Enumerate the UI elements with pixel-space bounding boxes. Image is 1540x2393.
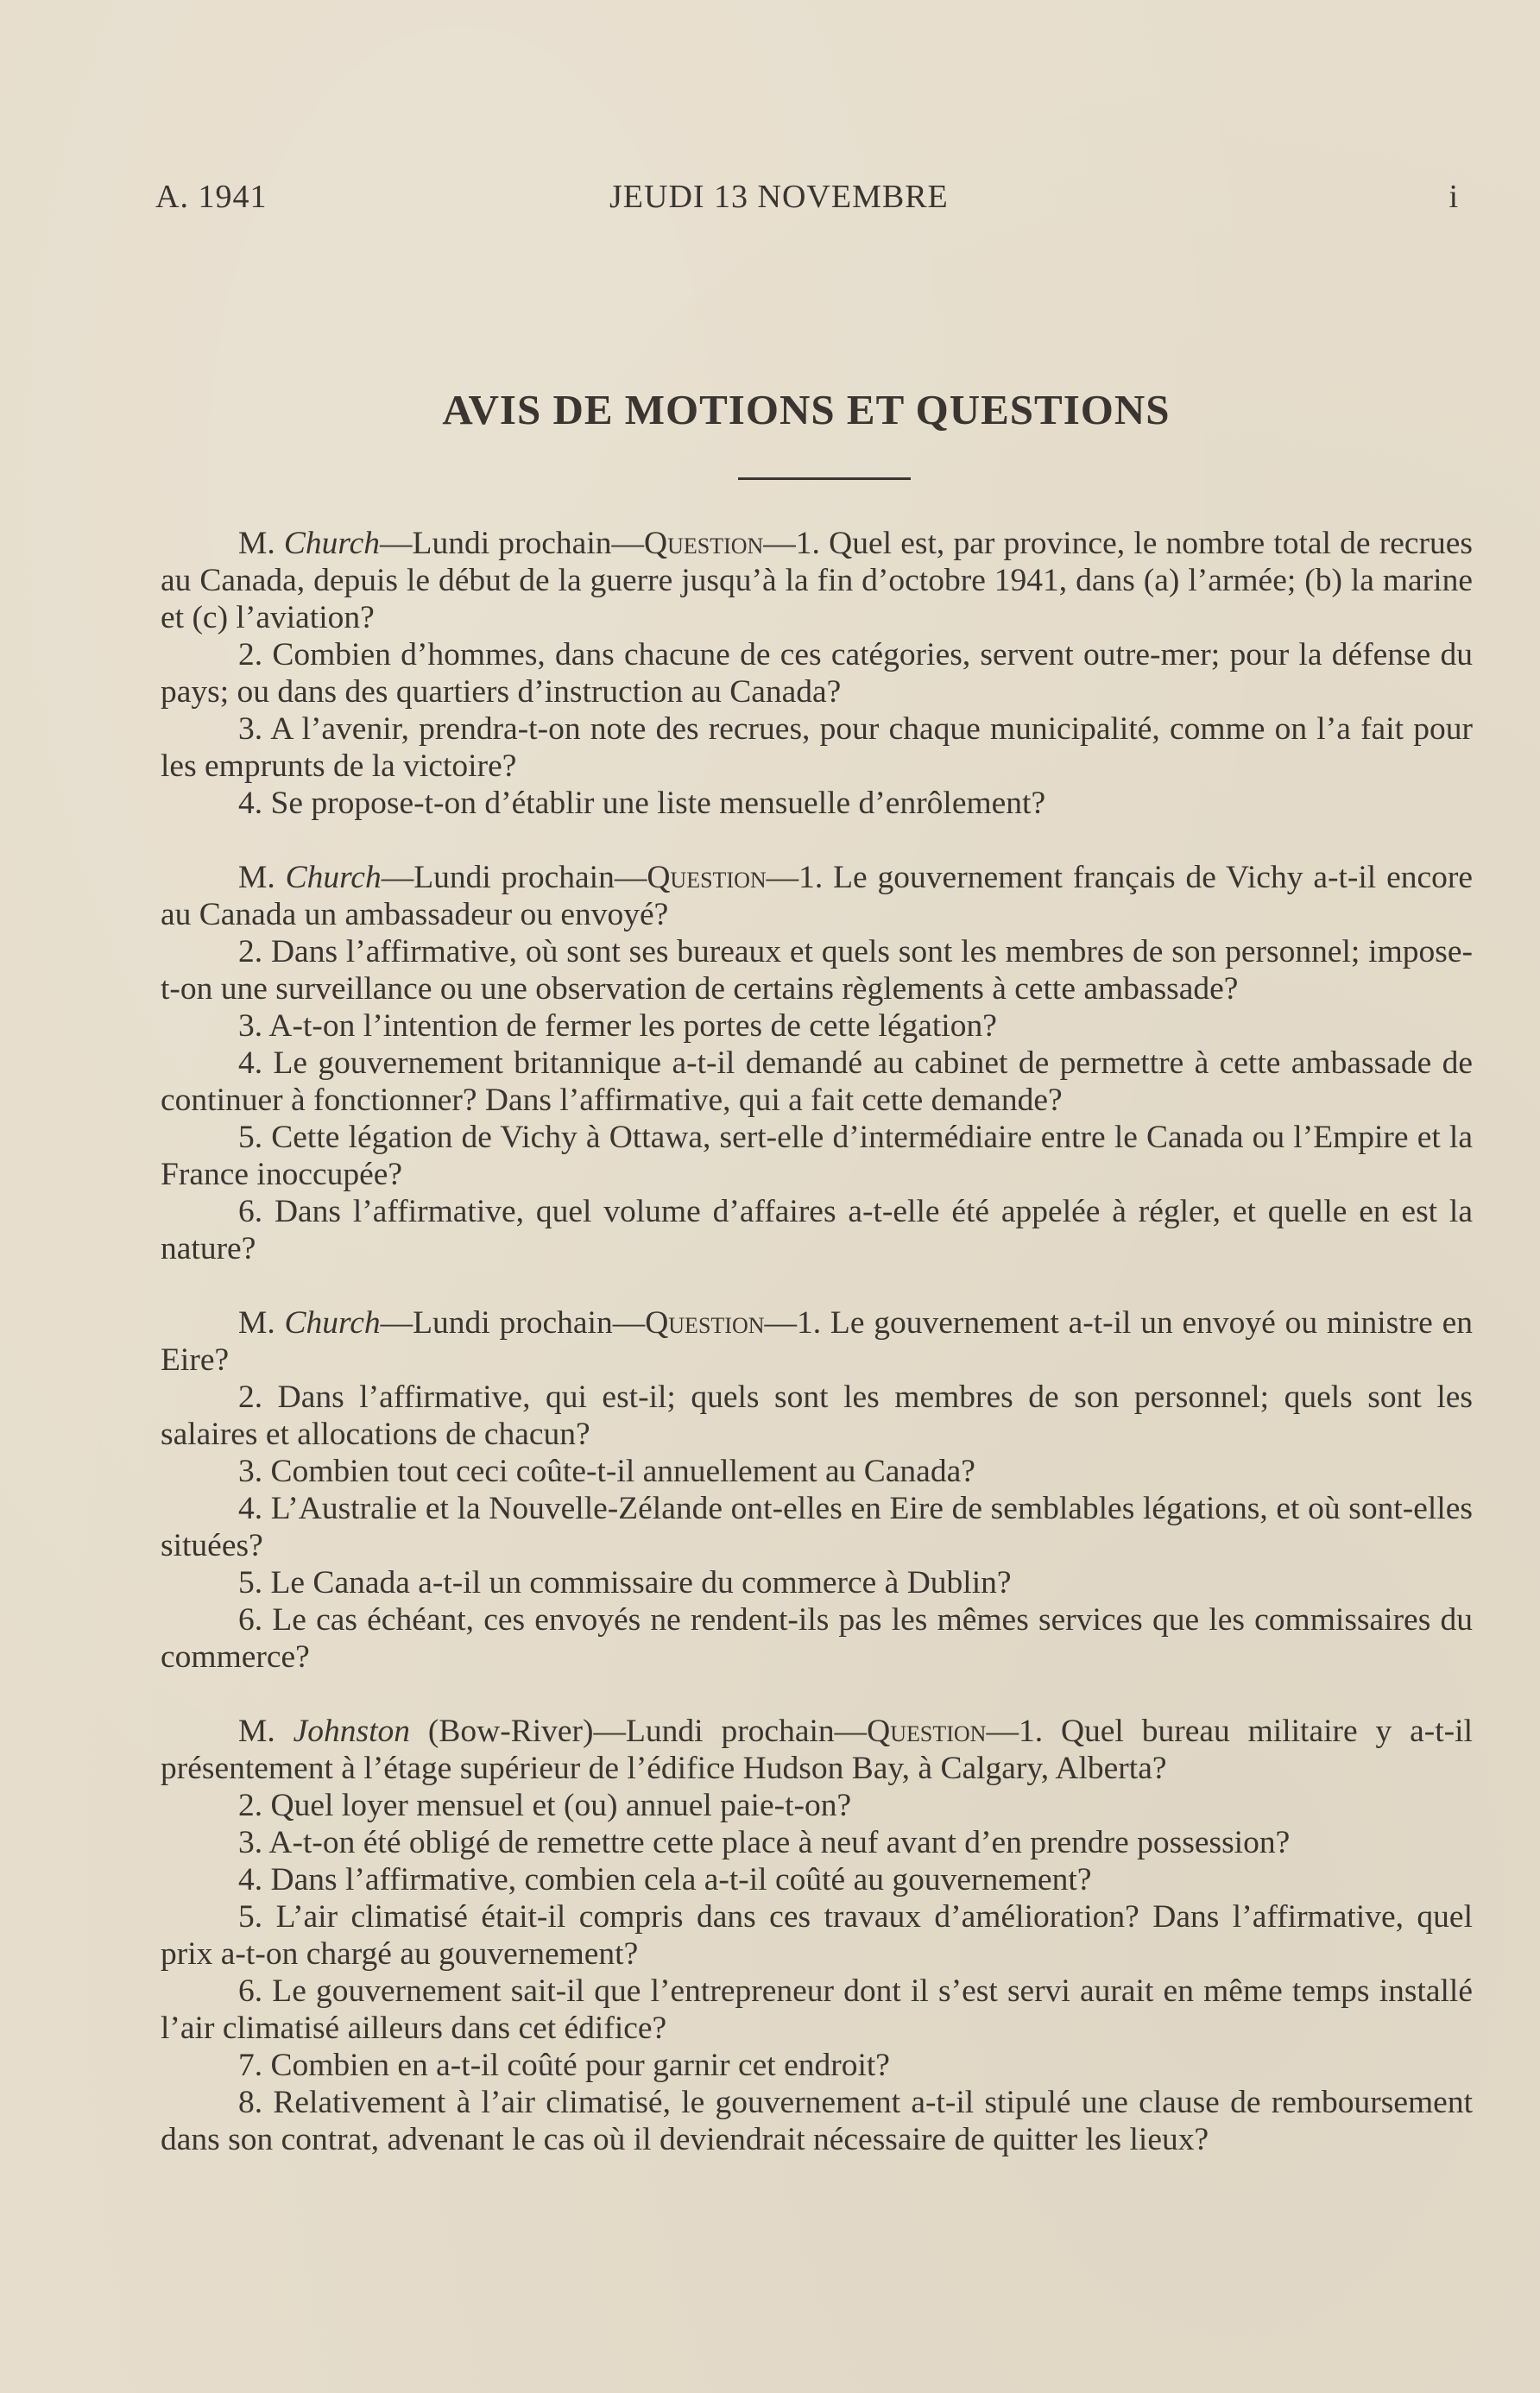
member-name: Johnston [293,1714,411,1749]
question-item: 8. Relativement à l’air climatisé, le gouvernement a-t-il stipulé une clause de remboursement dans son contrat, advenant le cas où il deviendrait nécessaire de quitter les lieux? [161,2085,1473,2157]
question-item: 2. Dans l’affirmative, qui est-il; quels sont les membres de son personnel; quels sont les salaires et allocations de chacun? [161,1380,1473,1452]
member-prefix: M. [238,860,286,895]
title-divider [738,477,911,480]
member-name: Church [283,526,381,561]
notice-4 [161,1713,1473,2158]
header-date: JEUDI 13 NOVEMBRE [609,179,949,215]
question-item: 3. A l’avenir, prendra-t-on note des recrues, pour chaque municipalité, comme on l’a fait pour les emprunts de la victoire? [161,711,1473,784]
question-item: 3. A-t-on l’intention de fermer les portes de cette légation? [238,1008,997,1044]
notice-lead [161,1304,1473,1379]
notice-date: —Lundi prochain— [381,860,647,895]
notice-2 [161,859,1473,1267]
question-1: —1. Le gouvernement a-t-il un envoyé ou ministre en Eire? [161,1305,1473,1378]
question-item: 7. Combien en a-t-il coûté pour garnir cet endroit? [238,2048,890,2083]
member-prefix: M. [238,526,284,561]
notice-1 [161,525,1473,822]
question-label: Question [867,1714,987,1749]
member-name: Church [285,860,382,895]
question-1: —1. Quel est, par province, le nombre total de recrues au Canada, depuis le début de la guerre jusqu’à la fin d’octobre 1941, dans (a) l’armée; (b) la marine et (c) l’aviation? [161,526,1473,635]
question-label: Question [645,1305,765,1341]
question-item: 5. L’air climatisé était-il compris dans ces travaux d’amélioration? Dans l’affirmative, quel prix a-t-on chargé au gouvernement? [161,1899,1473,1972]
question-label: Question [644,526,764,561]
notice-date: —Lundi prochain— [380,526,644,561]
question-item: 6. Le cas échéant, ces envoyés ne rendent-ils pas les mêmes services que les commissaires du commerce? [161,1602,1473,1675]
header-year: A. 1941 [155,179,268,215]
notice-3 [161,1304,1473,1676]
header-page-number: i [1448,179,1459,215]
notices-body [161,525,1473,2195]
question-item: 4. Se propose-t-on d’établir une liste mensuelle d’enrôlement? [238,786,1046,821]
member-prefix: M. [238,1305,285,1341]
notice-date: —Lundi prochain— [380,1305,646,1341]
notice-lead [161,1713,1473,1787]
question-item: 6. Le gouvernement sait-il que l’entrepreneur dont il s’est servi aurait en même temps installé l’air climatisé ailleurs dans cet édifice? [161,1973,1473,2046]
question-item: 4. L’Australie et la Nouvelle-Zélande ont-elles en Eire de semblables légations, et où sont-elles situées? [161,1491,1473,1563]
question-item: 2. Quel loyer mensuel et (ou) annuel paie-t-on? [238,1788,852,1823]
page-title: AVIS DE MOTIONS ET QUESTIONS [442,386,1171,433]
notice-lead [161,525,1473,636]
question-item: 2. Dans l’affirmative, où sont ses bureaux et quels sont les membres de son personnel; impose-t-on une surveillance ou une observation de certains règlements à cette ambassade? [161,934,1473,1007]
question-label: Question [647,860,767,895]
question-item: 2. Combien d’hommes, dans chacune de ces catégories, servent outre-mer; pour la défense du pays; ou dans des quartiers d’instruction au Canada? [161,637,1473,710]
question-item: 5. Le Canada a-t-il un commissaire du commerce à Dublin? [238,1565,1012,1601]
question-item: 6. Dans l’affirmative, quel volume d’affaires a-t-elle été appelée à régler, et quelle en est la nature? [161,1194,1473,1266]
question-item: 3. Combien tout ceci coûte-t-il annuellement au Canada? [238,1454,975,1489]
member-prefix: M. [238,1714,293,1749]
question-item: 4. Le gouvernement britannique a-t-il demandé au cabinet de permettre à cette ambassade de continuer à fonctionner? Dans l’affirmative, qui a fait cette demande? [161,1045,1473,1118]
question-item: 5. Cette légation de Vichy à Ottawa, sert-elle d’intermédiaire entre le Canada ou l’Empire et la France inoccupée? [161,1120,1473,1192]
question-1: —1. Quel bureau militaire y a-t-il présentement à l’étage supérieur de l’édifice Hudson Bay, à Calgary, Alberta? [161,1714,1474,1786]
notice-date: (Bow-River)—Lundi prochain— [410,1714,868,1749]
question-1: —1. Le gouvernement français de Vichy a-t-il encore au Canada un ambassadeur ou envoyé? [161,860,1473,932]
question-item: 4. Dans l’affirmative, combien cela a-t-il coûté au gouvernement? [238,1862,1092,1897]
running-header [155,178,1459,221]
question-item: 3. A-t-on été obligé de remettre cette place à neuf avant d’en prendre possession? [238,1825,1291,1860]
member-name: Church [284,1305,381,1341]
notice-lead [161,859,1473,933]
